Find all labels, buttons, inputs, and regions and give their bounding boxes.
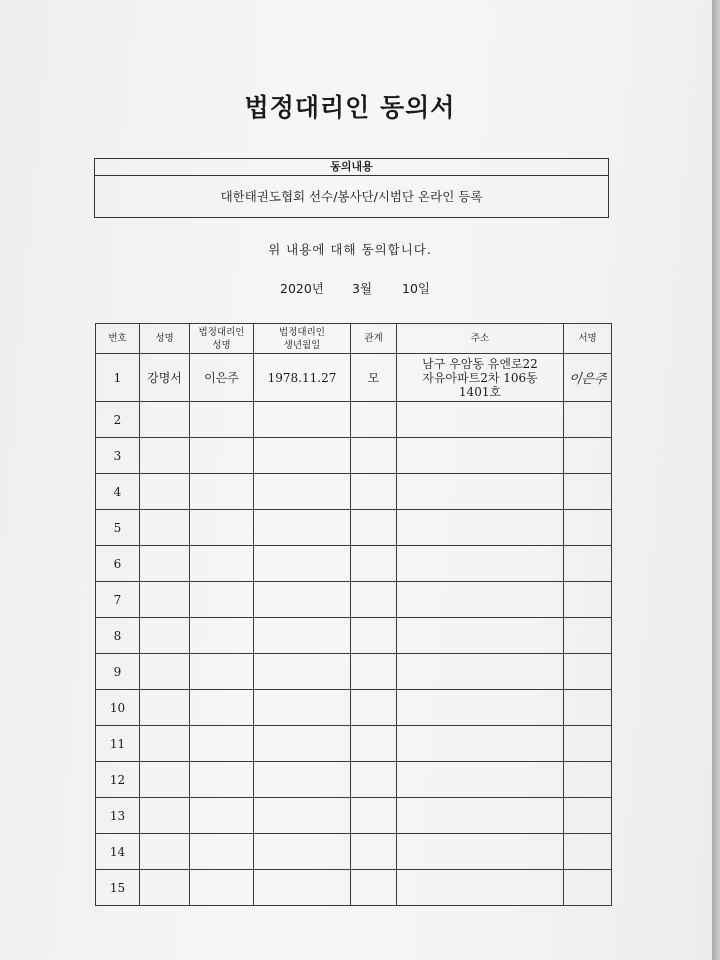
cell-address (397, 870, 564, 906)
cell-address (397, 834, 564, 870)
cell-name (140, 438, 190, 474)
address-line1: 남구 우암동 유엔로22 (422, 356, 538, 371)
header-no: 번호 (96, 324, 140, 354)
cell-guardian-name (190, 690, 254, 726)
cell-name (140, 726, 190, 762)
cell-birth (254, 474, 351, 510)
cell-signature (564, 654, 612, 690)
cell-no: 6 (96, 546, 140, 582)
cell-no: 15 (96, 870, 140, 906)
cell-no: 4 (96, 474, 140, 510)
cell-address (397, 726, 564, 762)
cell-signature (564, 354, 612, 402)
header-address: 주소 (397, 324, 564, 354)
cell-no: 1 (96, 354, 140, 402)
cell-signature (564, 618, 612, 654)
cell-birth (254, 438, 351, 474)
cell-no: 11 (96, 726, 140, 762)
cell-name: 강명서 (140, 354, 190, 402)
header-guardian-birth-line2: 생년월일 (283, 339, 321, 351)
table-row (96, 654, 612, 690)
cell-signature (564, 870, 612, 906)
cell-guardian-name (190, 654, 254, 690)
header-guardian-name-line2: 성명 (212, 339, 231, 351)
table-row (96, 798, 612, 834)
cell-no: 13 (96, 798, 140, 834)
cell-address (397, 402, 564, 438)
cell-name (140, 474, 190, 510)
cell-birth (254, 798, 351, 834)
cell-relation (351, 834, 397, 870)
cell-birth (254, 690, 351, 726)
cell-address (397, 354, 564, 402)
table-row (96, 402, 612, 438)
cell-relation (351, 654, 397, 690)
cell-no: 7 (96, 582, 140, 618)
cell-no: 5 (96, 510, 140, 546)
cell-birth (254, 546, 351, 582)
cell-no: 14 (96, 834, 140, 870)
cell-signature (564, 726, 612, 762)
cell-birth (254, 402, 351, 438)
cell-relation (351, 870, 397, 906)
cell-address (397, 438, 564, 474)
cell-signature (564, 690, 612, 726)
cell-name (140, 690, 190, 726)
agreement-statement: 위 내용에 대해 동의합니다. (268, 242, 432, 257)
cell-birth (254, 510, 351, 546)
cell-relation (351, 798, 397, 834)
table-row (96, 870, 612, 906)
cell-birth (254, 762, 351, 798)
header-guardian-name-line1: 법정대리인 (198, 326, 245, 338)
cell-name (140, 510, 190, 546)
table-row (96, 690, 612, 726)
cell-birth (254, 834, 351, 870)
cell-guardian-name (190, 618, 254, 654)
cell-signature (564, 402, 612, 438)
cell-no: 2 (96, 402, 140, 438)
cell-relation (351, 438, 397, 474)
cell-guardian-name (190, 798, 254, 834)
cell-signature (564, 474, 612, 510)
date-day: 10일 (402, 281, 430, 296)
cell-signature (564, 834, 612, 870)
cell-no: 10 (96, 690, 140, 726)
document-title: 법정대리인 동의서 (244, 93, 456, 122)
cell-address (397, 762, 564, 798)
table-row (96, 546, 612, 582)
table-header-row (96, 324, 612, 354)
consent-header: 동의내용 (95, 159, 608, 176)
table-row (96, 510, 612, 546)
cell-guardian-name (190, 726, 254, 762)
header-relation: 관계 (351, 324, 397, 354)
cell-name (140, 762, 190, 798)
cell-guardian-name (190, 834, 254, 870)
cell-relation (351, 402, 397, 438)
cell-guardian-name (190, 438, 254, 474)
cell-name (140, 402, 190, 438)
cell-name (140, 618, 190, 654)
cell-guardian-name (190, 582, 254, 618)
cell-birth (254, 870, 351, 906)
cell-signature (564, 798, 612, 834)
table-row (96, 834, 612, 870)
cell-birth (254, 618, 351, 654)
cell-guardian-name (190, 510, 254, 546)
cell-address (397, 546, 564, 582)
cell-name (140, 546, 190, 582)
table-row (96, 762, 612, 798)
cell-relation (351, 582, 397, 618)
cell-birth: 1978.11.27 (254, 354, 351, 402)
cell-guardian-name (190, 546, 254, 582)
address-line2: 자유아파트2차 106동 (422, 370, 538, 385)
table-row (96, 726, 612, 762)
table-row (96, 582, 612, 618)
cell-name (140, 834, 190, 870)
cell-no: 9 (96, 654, 140, 690)
table-row (96, 438, 612, 474)
cell-guardian-name (190, 402, 254, 438)
cell-no: 12 (96, 762, 140, 798)
cell-relation (351, 546, 397, 582)
cell-relation (351, 618, 397, 654)
cell-signature (564, 510, 612, 546)
cell-no: 3 (96, 438, 140, 474)
guardian-table (95, 323, 612, 906)
table-row (96, 474, 612, 510)
cell-relation (351, 474, 397, 510)
cell-signature (564, 762, 612, 798)
consent-content: 대한태권도협회 선수/봉사단/시범단 온라인 등록 (220, 189, 483, 204)
address-line3: 1401호 (458, 384, 502, 399)
header-signature: 서명 (564, 324, 612, 354)
date-month: 3월 (352, 281, 373, 296)
cell-guardian-name (190, 474, 254, 510)
header-name: 성명 (140, 324, 190, 354)
cell-relation (351, 726, 397, 762)
cell-address (397, 618, 564, 654)
cell-relation: 모 (351, 354, 397, 402)
cell-address (397, 474, 564, 510)
cell-guardian-name: 이은주 (190, 354, 254, 402)
handwritten-signature: 이은주 (567, 372, 608, 387)
cell-relation (351, 762, 397, 798)
header-guardian-name (190, 324, 254, 354)
cell-relation (351, 510, 397, 546)
cell-relation (351, 690, 397, 726)
cell-name (140, 654, 190, 690)
cell-guardian-name (190, 762, 254, 798)
cell-address (397, 510, 564, 546)
cell-guardian-name (190, 870, 254, 906)
paper-edge-shadow (712, 0, 720, 960)
consent-box (94, 158, 609, 218)
cell-address (397, 582, 564, 618)
cell-address (397, 690, 564, 726)
cell-no: 8 (96, 618, 140, 654)
cell-name (140, 798, 190, 834)
cell-address (397, 798, 564, 834)
header-guardian-birth-line1: 법정대리인 (279, 326, 325, 338)
cell-birth (254, 654, 351, 690)
cell-birth (254, 582, 351, 618)
cell-birth (254, 726, 351, 762)
table-row (96, 618, 612, 654)
header-guardian-birth (254, 324, 351, 354)
table-row (96, 354, 612, 402)
cell-signature (564, 582, 612, 618)
cell-signature (564, 438, 612, 474)
cell-name (140, 582, 190, 618)
cell-address (397, 654, 564, 690)
cell-signature (564, 546, 612, 582)
date-year: 2020년 (280, 281, 324, 296)
cell-name (140, 870, 190, 906)
